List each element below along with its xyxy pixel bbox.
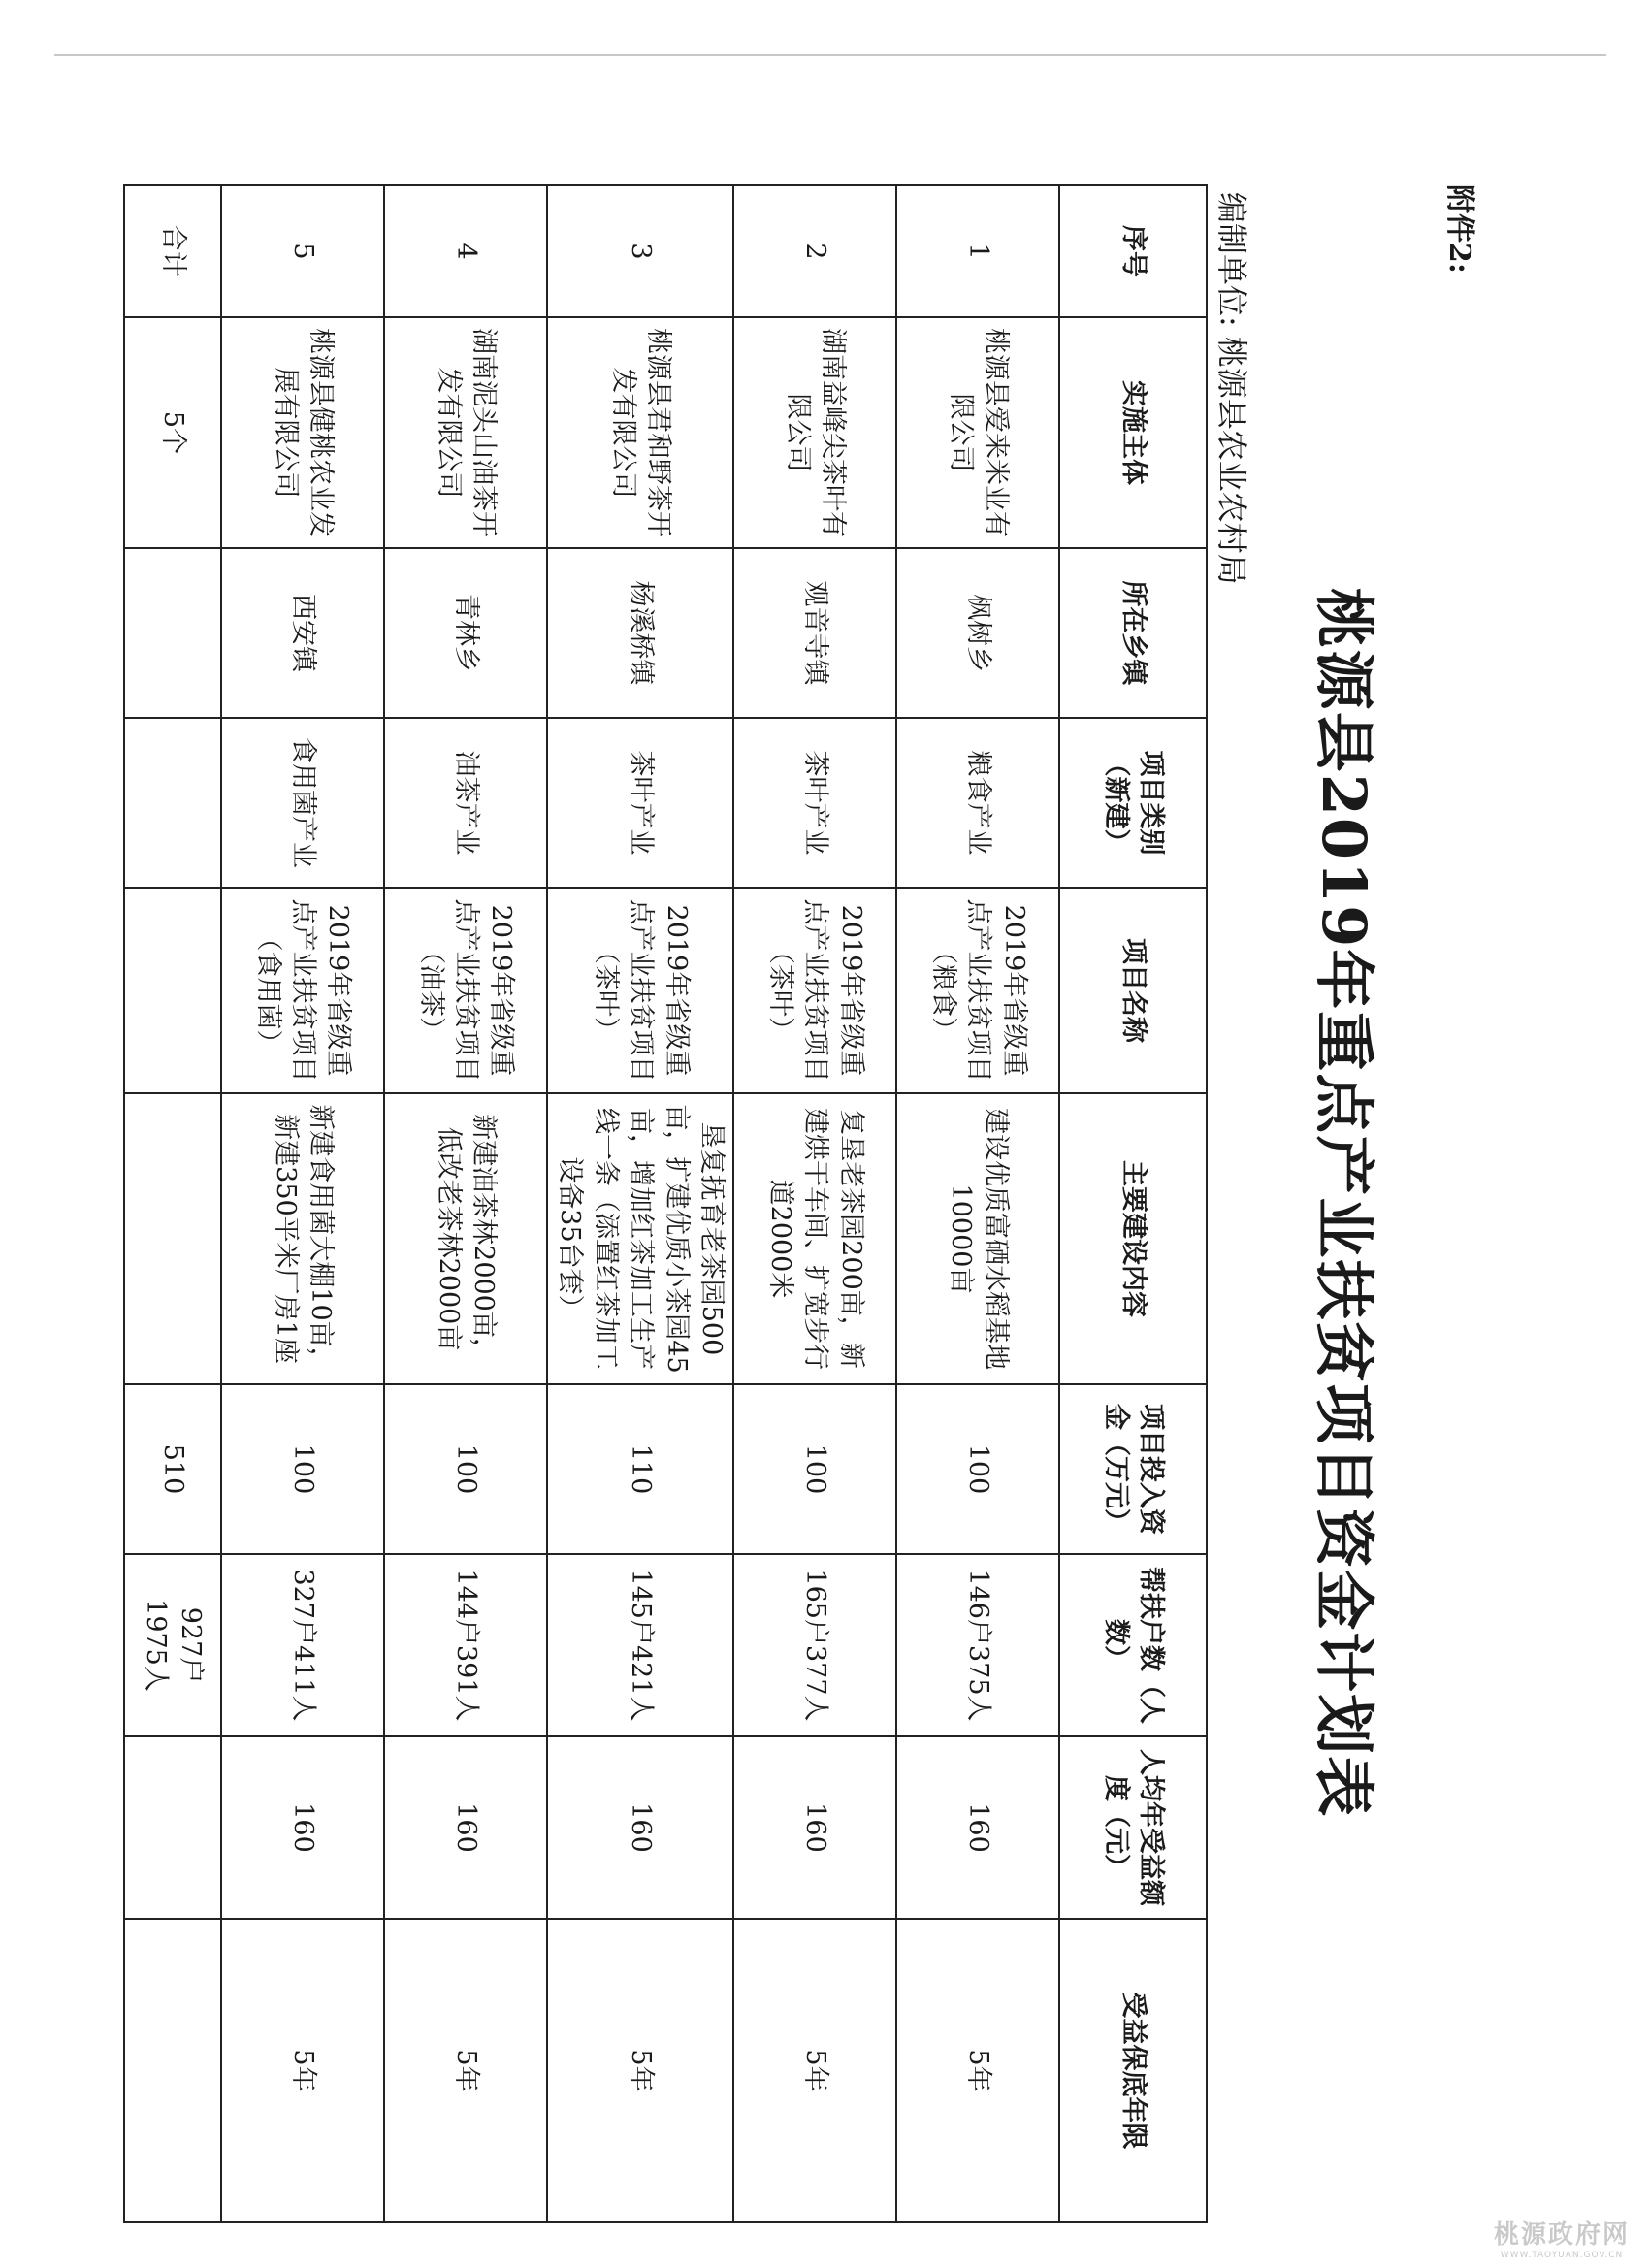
total-entity-count: 5个: [124, 317, 221, 548]
total-row: [124, 185, 221, 2222]
header-category: 项目类别（新建）: [1059, 718, 1207, 888]
rotated-document: [140, 184, 1504, 2221]
table-row: [384, 185, 547, 2222]
row-entity: 桃源县爱来米业有限公司: [896, 317, 1059, 548]
attachment-label: 附件2:: [1442, 184, 1476, 274]
header-entity: 实施主体: [1059, 317, 1207, 548]
header-households: 帮扶户数（人数）: [1059, 1554, 1207, 1736]
total-households: [124, 1554, 221, 1736]
row-content: 新建油茶林2000亩，低改老茶林2000亩: [384, 1093, 547, 1384]
row-benefit: 160: [547, 1736, 733, 1919]
row-no: 3: [547, 185, 733, 317]
row-town: 青林乡: [384, 548, 547, 718]
total-empty-years: [124, 1919, 221, 2222]
row-years: 5年: [733, 1919, 896, 2222]
table-row: [733, 185, 896, 2222]
watermark-url: WWW.TAOYUAN.GOV.CN: [1500, 2251, 1624, 2260]
watermark-text: 桃源政府网: [1493, 2220, 1630, 2250]
row-households: 327户411人: [221, 1554, 384, 1736]
row-no: 5: [221, 185, 384, 317]
row-category: 粮食产业: [896, 718, 1059, 888]
row-content: 建设优质富硒水稻基地10000亩: [896, 1093, 1059, 1384]
row-content: 复垦老茶园200亩，新建烘干车间、扩宽步行道2000米: [733, 1093, 896, 1384]
row-category: 茶叶产业: [547, 718, 733, 888]
row-benefit: 160: [221, 1736, 384, 1919]
row-years: 5年: [384, 1919, 547, 2222]
row-fund: 110: [547, 1384, 733, 1554]
header-project-name: 项目名称: [1059, 888, 1207, 1093]
row-project-name: 2019年省级重点产业扶贫项目（油茶）: [384, 888, 547, 1093]
row-no: 1: [896, 185, 1059, 317]
row-project-name: 2019年省级重点产业扶贫项目（茶叶）: [547, 888, 733, 1093]
total-empty-content: [124, 1093, 221, 1384]
row-entity: 桃源县健桃农业发展有限公司: [221, 317, 384, 548]
total-label: 合计: [124, 185, 221, 317]
row-category: 油茶产业: [384, 718, 547, 888]
row-town: 杨溪桥镇: [547, 548, 733, 718]
table-row: [896, 185, 1059, 2222]
scan-edge-line: [54, 54, 1606, 56]
header-years: 受益保底年限: [1059, 1919, 1207, 2222]
compiling-unit-label: 编制单位:: [1213, 192, 1250, 327]
row-households: 144户391人: [384, 1554, 547, 1736]
compiling-unit-value: 桃源县农业农村局: [1213, 336, 1250, 585]
row-households: 165户377人: [733, 1554, 896, 1736]
row-category: 茶叶产业: [733, 718, 896, 888]
total-empty-benefit: [124, 1736, 221, 1919]
total-households-line1: 927户: [176, 1606, 207, 1684]
row-project-name: 2019年省级重点产业扶贫项目（茶叶）: [733, 888, 896, 1093]
site-watermark: [1494, 2215, 1630, 2260]
row-town: 观音寺镇: [733, 548, 896, 718]
total-empty-town: [124, 548, 221, 718]
row-fund: 100: [221, 1384, 384, 1554]
document-title: 桃源县2019年重点产业扶贫项目资金计划表: [1309, 587, 1379, 1819]
row-no: 2: [733, 185, 896, 317]
table-row: [221, 185, 384, 2222]
row-project-name: 2019年省级重点产业扶贫项目（粮食）: [896, 888, 1059, 1093]
row-fund: 100: [896, 1384, 1059, 1554]
row-town: 枫树乡: [896, 548, 1059, 718]
row-households: 146户375人: [896, 1554, 1059, 1736]
table-header-row: [1059, 185, 1207, 2222]
row-years: 5年: [221, 1919, 384, 2222]
total-empty-name: [124, 888, 221, 1093]
table-row: [547, 185, 733, 2222]
row-town: 西安镇: [221, 548, 384, 718]
row-fund: 100: [733, 1384, 896, 1554]
row-benefit: 160: [384, 1736, 547, 1919]
row-category: 食用菌产业: [221, 718, 384, 888]
row-content: 新建食用菌大棚10亩，新建350平米厂房1座: [221, 1093, 384, 1384]
row-years: 5年: [896, 1919, 1059, 2222]
row-entity: 桃源县君和野茶开发有限公司: [547, 317, 733, 548]
row-benefit: 160: [733, 1736, 896, 1919]
row-benefit: 160: [896, 1736, 1059, 1919]
row-households: 145户421人: [547, 1554, 733, 1736]
row-project-name: 2019年省级重点产业扶贫项目（食用菌）: [221, 888, 384, 1093]
header-benefit: 人均年受益额度（元）: [1059, 1736, 1207, 1919]
header-town: 所在乡镇: [1059, 548, 1207, 718]
total-fund: 510: [124, 1384, 221, 1554]
row-content: 垦复抚育老茶园500亩，扩建优质小茶园45亩，增加红茶加工生产线一条（添置红茶加工设备35台套）: [547, 1093, 733, 1384]
row-no: 4: [384, 185, 547, 317]
compiling-unit: [1212, 192, 1256, 585]
header-fund: 项目投入资金（万元）: [1059, 1384, 1207, 1554]
row-years: 5年: [547, 1919, 733, 2222]
header-content: 主要建设内容: [1059, 1093, 1207, 1384]
row-entity: 湖南益峰尖茶叶有限公司: [733, 317, 896, 548]
total-households-line2: 1975人: [140, 1599, 171, 1692]
row-fund: 100: [384, 1384, 547, 1554]
header-no: 序号: [1059, 185, 1207, 317]
total-empty-category: [124, 718, 221, 888]
row-entity: 湖南泥头山油茶开发有限公司: [384, 317, 547, 548]
fund-plan-table: [123, 184, 1208, 2223]
